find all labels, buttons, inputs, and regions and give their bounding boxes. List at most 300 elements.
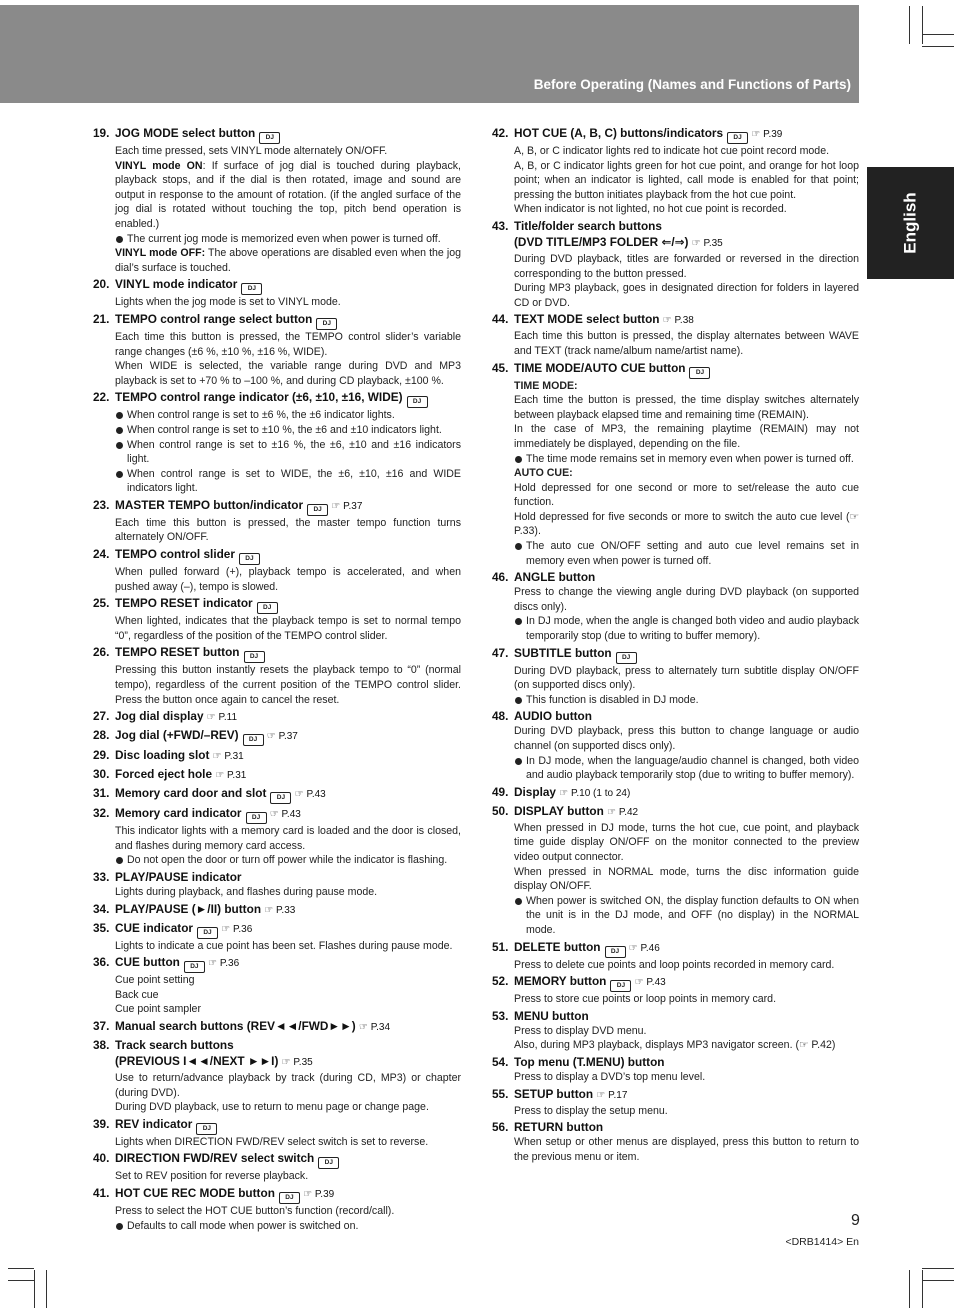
crop-mark — [922, 46, 954, 47]
list-item — [93, 954, 461, 1017]
crop-mark — [909, 1270, 910, 1308]
description-paragraph — [115, 1169, 461, 1184]
paragraph-text: Press to delete cue points and loop points recorded in memory card. — [514, 958, 835, 971]
description-paragraph — [514, 664, 859, 693]
crop-mark — [34, 1270, 35, 1308]
item-number: 33. — [93, 870, 110, 884]
description-paragraph — [115, 885, 461, 900]
item-number: 19. — [93, 126, 110, 140]
page-reference: ☞ P.46 — [628, 942, 660, 954]
list-item — [93, 1037, 461, 1115]
item-title — [492, 708, 859, 724]
item-number: 43. — [492, 218, 509, 233]
description-paragraph — [115, 1204, 461, 1219]
list-item — [93, 805, 461, 868]
description-paragraph — [514, 422, 859, 451]
paragraph-text: When pulled forward (+), playback tempo is accelerated, and when pushed away (–), tempo is slowed. — [115, 566, 461, 593]
item-title-text: MENU button — [514, 1008, 589, 1023]
description-paragraph — [514, 1038, 859, 1053]
description-paragraph — [115, 246, 461, 275]
item-title — [93, 747, 461, 765]
item-title — [492, 645, 859, 664]
description-paragraph — [115, 1100, 461, 1115]
page-reference: ☞ P.42 — [607, 806, 639, 818]
item-title — [492, 939, 859, 958]
item-title-text: PLAY/PAUSE indicator — [115, 870, 242, 884]
item-number: 47. — [492, 645, 509, 660]
item-description — [115, 939, 461, 954]
dj-mode-icon: DJ — [610, 980, 631, 992]
description-paragraph — [514, 159, 859, 203]
paragraph-text: Cue point sampler — [115, 1003, 201, 1016]
item-description — [115, 1169, 461, 1184]
bullet-note: Defaults to call mode when power is switched on. — [115, 1219, 461, 1234]
item-title-continued — [93, 1053, 461, 1071]
section-title: Before Operating (Names and Functions of Parts) — [533, 77, 851, 92]
item-number: 28. — [93, 728, 110, 743]
bullet-note: The current jog mode is memorized even when power is turned off. — [115, 232, 461, 247]
item-title — [492, 784, 859, 802]
list-item — [93, 1116, 461, 1150]
item-title-text: DELETE button — [514, 939, 601, 954]
paragraph-text: Each time this button is pressed, the TEMPO control slider’s variable range changes (±6 %, ±10 %, ±16 %, WIDE). — [115, 330, 461, 358]
item-description — [115, 614, 461, 643]
bullet-note: When power is switched ON, the display function defaults to ON when the unit is in the DJ mode, and OFF (no display) in the NORMAL mode. — [514, 894, 859, 938]
paragraph-text: When pressed in DJ mode, turns the hot cue, cue point, and playback time guide display ON/OFF on the monitor connected to the preview video output connector. — [514, 821, 859, 863]
description-paragraph — [115, 295, 461, 310]
item-title-text: REV indicator — [115, 1116, 193, 1131]
item-title — [93, 869, 461, 885]
description-paragraph — [514, 1104, 859, 1119]
page-reference: ☞ P.37 — [266, 731, 298, 743]
description-paragraph — [514, 865, 859, 894]
item-title — [93, 708, 461, 726]
item-number: 27. — [93, 709, 110, 724]
list-item — [93, 901, 461, 919]
item-number: 49. — [492, 784, 509, 799]
item-description — [514, 664, 859, 708]
item-description — [115, 144, 461, 275]
item-title — [93, 954, 461, 973]
list-item — [93, 497, 461, 545]
item-title-text: Disc loading slot — [115, 748, 210, 763]
list-item — [93, 1185, 461, 1233]
paragraph-text: During MP3 playback, goes in designated direction for folders in layered CD or DVD. — [514, 282, 859, 309]
list-item — [492, 1086, 859, 1119]
item-number: 54. — [492, 1054, 509, 1069]
paragraph-text: Press to display a DVD’s top menu level. — [514, 1070, 706, 1083]
item-number: 42. — [492, 126, 509, 140]
item-title-text: (DVD TITLE/MP3 FOLDER ⇐/⇒) — [514, 234, 689, 249]
item-description — [514, 958, 859, 973]
item-description — [115, 824, 461, 868]
description-paragraph — [514, 144, 859, 159]
crop-mark — [909, 6, 910, 44]
description-paragraph — [115, 1135, 461, 1150]
item-title — [492, 1119, 859, 1135]
item-title — [93, 1185, 461, 1204]
bullet-note: When control range is set to ±16 %, the ±6, ±10 and ±16 indicators light. — [115, 438, 461, 467]
item-number: 40. — [93, 1151, 110, 1166]
dj-mode-icon: DJ — [689, 367, 710, 379]
bullet-note: Do not open the door or turn off power while the indicator is flashing. — [115, 853, 461, 868]
item-title-text: (PREVIOUS I◄◄/NEXT ►►I) — [115, 1053, 279, 1068]
item-title-text: Memory card door and slot — [115, 786, 267, 801]
item-number: 39. — [93, 1116, 110, 1131]
paragraph-text: Use to return/advance playback by track (during CD, MP3) or chapter (during DVD). — [115, 1071, 461, 1099]
item-number: 25. — [93, 596, 110, 611]
dj-mode-icon: DJ — [307, 504, 328, 516]
item-title — [492, 973, 859, 992]
item-title — [93, 1037, 461, 1053]
description-paragraph — [115, 159, 461, 232]
list-item — [492, 645, 859, 708]
header-band — [0, 5, 859, 103]
page-reference: ☞ P.37 — [331, 500, 363, 512]
item-title-text: HOT CUE REC MODE button — [115, 1185, 275, 1200]
paragraph-text: Each time the button is pressed, the time display switches alternately between playback elapsed time and remaining time (REMAIN). — [514, 394, 859, 421]
inline-label: VINYL mode ON — [115, 159, 203, 172]
item-number: 37. — [93, 1018, 110, 1033]
paragraph-text: In the case of MP3, the remaining playtime (REMAIN) may not immediately be displayed, depending on the file. — [514, 423, 859, 450]
list-item — [492, 1008, 859, 1053]
description-paragraph — [514, 281, 859, 310]
crop-mark — [922, 1268, 954, 1269]
crop-mark — [8, 1280, 34, 1281]
paragraph-text: Lights to indicate a cue point has been set. Flashes during pause mode. — [115, 939, 453, 952]
list-item — [492, 803, 859, 938]
list-item — [93, 276, 461, 310]
page-reference: ☞ P.34 — [359, 1021, 391, 1033]
description-paragraph — [514, 724, 859, 753]
item-title-text: MASTER TEMPO button/indicator — [115, 497, 304, 512]
item-description — [514, 379, 859, 569]
item-title-text: TIME MODE/AUTO CUE button — [514, 360, 686, 375]
list-item — [93, 595, 461, 643]
paragraph-text: Press to display DVD menu. — [514, 1024, 647, 1037]
description-paragraph — [514, 252, 859, 281]
item-description — [115, 565, 461, 594]
bullet-note: The auto cue ON/OFF setting and auto cue level remains set in memory even when power is turned off. — [514, 539, 859, 568]
description-paragraph — [514, 1135, 859, 1164]
item-description — [115, 330, 461, 388]
list-item — [492, 973, 859, 1007]
item-title-text: TEXT MODE select button — [514, 312, 660, 327]
bullet-note: In DJ mode, when the angle is changed both video and audio playback temporarily stop (due to writing to buffer memory). — [514, 614, 859, 643]
paragraph-text: Lights when the jog mode is set to VINYL mode. — [115, 296, 341, 309]
item-title — [93, 311, 461, 330]
document-code: <DRB1414> En — [785, 1236, 859, 1248]
description-paragraph — [115, 973, 461, 988]
item-number: 26. — [93, 645, 110, 660]
item-number: 20. — [93, 277, 110, 292]
description-paragraph — [514, 202, 859, 217]
dj-mode-icon: DJ — [241, 283, 262, 295]
dj-mode-icon: DJ — [243, 734, 264, 746]
item-title-continued — [492, 234, 859, 252]
item-number: 41. — [93, 1185, 110, 1200]
item-title — [93, 389, 461, 408]
item-title-text: Jog dial (+FWD/–REV) — [115, 728, 239, 743]
page-reference: ☞ P.43 — [634, 977, 666, 989]
paragraph-text: Set to REV position for reverse playback. — [115, 1170, 309, 1183]
paragraph-text: Each time this button is pressed, the display alternates between WAVE and TEXT (track name/album name/artist name). — [514, 330, 859, 357]
item-title — [492, 1008, 859, 1024]
description-paragraph — [514, 821, 859, 865]
item-number: 29. — [93, 748, 110, 763]
item-title — [93, 901, 461, 919]
paragraph-text: Back cue — [115, 988, 159, 1001]
paragraph-text: Also, during MP3 playback, displays MP3 navigator screen. (☞ P.42) — [514, 1039, 836, 1052]
item-title-text: Track search buttons — [115, 1037, 234, 1052]
item-description — [514, 724, 859, 782]
description-paragraph — [514, 1070, 859, 1085]
item-description — [514, 585, 859, 643]
paragraph-text: Lights during playback, and flashes during pause mode. — [115, 886, 378, 898]
paragraph-text: Press to change the viewing angle during DVD playback (on supported discs only). — [514, 586, 859, 613]
paragraph-text: When lighted, indicates that the playback tempo is set to normal tempo “0”, regardless of the position of the TEMPO control slider. — [115, 615, 461, 642]
item-description — [514, 992, 859, 1007]
item-title-text: CUE indicator — [115, 920, 193, 935]
crop-mark — [46, 1270, 47, 1308]
crop-mark — [8, 1268, 34, 1269]
list-item — [93, 785, 461, 804]
page-reference: ☞ P.39 — [751, 129, 783, 140]
description-paragraph — [115, 988, 461, 1003]
description-paragraph — [514, 992, 859, 1007]
dj-mode-icon: DJ — [318, 1157, 339, 1169]
paragraph-text: Lights when DIRECTION FWD/REV select switch is set to reverse. — [115, 1135, 429, 1148]
dj-mode-icon: DJ — [257, 602, 278, 614]
item-title — [93, 497, 461, 516]
item-number: 38. — [93, 1037, 110, 1052]
paragraph-text: During DVD playback, use to return to menu page or change page. — [115, 1101, 429, 1114]
item-title — [93, 546, 461, 565]
item-number: 44. — [492, 312, 509, 327]
paragraph-text: Hold depressed for one second or more to set/release the auto cue function. — [514, 481, 859, 509]
bullet-note: When control range is set to WIDE, the ±6, ±10, ±16 and WIDE indicators light. — [115, 467, 461, 496]
description-paragraph — [514, 958, 859, 973]
item-title — [93, 644, 461, 663]
crop-mark — [922, 6, 923, 44]
item-title-text: AUDIO button — [514, 709, 592, 724]
inline-label: VINYL mode OFF: — [115, 247, 206, 260]
item-title-text: SETUP button — [514, 1086, 594, 1101]
paragraph-text: Pressing this button instantly resets the playback tempo to “0” (normal tempo), regardless of the current position of the TEMPO control slider. Press the button once again to cancel the reset. — [115, 664, 461, 706]
item-number: 23. — [93, 497, 110, 512]
page-reference: ☞ P.31 — [212, 751, 244, 763]
description-paragraph — [115, 824, 461, 853]
item-title-text: CUE button — [115, 955, 180, 970]
list-item — [93, 546, 461, 594]
paragraph-text: Press to store cue points or loop points in memory card. — [514, 993, 777, 1006]
item-title-text: DISPLAY button — [514, 803, 604, 818]
list-item — [93, 1150, 461, 1184]
item-title-text: TEMPO control range indicator (±6, ±10, ±16, WIDE) — [115, 390, 403, 405]
item-title-text: ANGLE button — [514, 570, 596, 585]
dj-mode-icon: DJ — [196, 1123, 217, 1135]
item-description — [514, 1070, 859, 1085]
page-number: 9 — [851, 1212, 860, 1229]
paragraph-text: A, B, or C indicator lights green for hot cue point, and orange for hot loop point; when an indicator is lighted, call mode is enabled for that point; pressing the button initiates playback from the hot cue point. — [514, 159, 859, 201]
item-number: 51. — [492, 939, 509, 954]
description-paragraph — [514, 481, 859, 510]
list-item — [492, 360, 859, 569]
page-reference: ☞ P.11 — [206, 712, 238, 724]
dj-mode-icon: DJ — [316, 318, 337, 330]
paragraph-text: The above operations are disabled even when the jog dial’s surface is touched. — [115, 247, 462, 274]
paragraph-text: Each time this button is pressed, the master tempo function turns alternately ON/OFF. — [115, 516, 461, 544]
item-title — [492, 360, 859, 379]
page-reference: ☞ P.10 (1 to 24) — [559, 787, 631, 799]
item-title — [93, 1018, 461, 1036]
list-item — [93, 389, 461, 496]
item-title-text: TEMPO RESET button — [115, 645, 240, 660]
item-description — [514, 252, 859, 310]
item-title — [93, 920, 461, 939]
description-paragraph — [115, 565, 461, 594]
item-title — [492, 311, 859, 329]
item-number: 22. — [93, 390, 110, 405]
item-title — [492, 218, 859, 234]
bullet-note: The time mode remains set in memory even when power is turned off. — [514, 452, 859, 467]
list-item — [492, 569, 859, 643]
language-tab — [867, 167, 954, 279]
item-title — [93, 805, 461, 824]
item-description — [115, 885, 461, 900]
item-number: 36. — [93, 955, 110, 970]
sub-heading: AUTO CUE: — [514, 467, 573, 480]
description-paragraph — [115, 359, 461, 388]
list-item — [93, 311, 461, 388]
item-number: 52. — [492, 974, 509, 989]
list-item — [492, 1119, 859, 1164]
description-paragraph — [115, 330, 461, 359]
paragraph-text: Cue point setting — [115, 974, 195, 987]
list-item — [93, 766, 461, 784]
list-item — [93, 708, 461, 726]
item-description — [115, 1204, 461, 1233]
page-reference: ☞ P.31 — [215, 770, 247, 782]
page-reference: ☞ P.33 — [264, 904, 296, 916]
paragraph-text: Press to select the HOT CUE button’s function (record/call). — [115, 1204, 395, 1217]
item-title — [93, 785, 461, 804]
item-title-text: TEMPO RESET indicator — [115, 596, 253, 611]
item-number: 35. — [93, 920, 110, 935]
item-number: 55. — [492, 1086, 509, 1101]
item-title — [93, 1116, 461, 1135]
description-paragraph — [115, 516, 461, 545]
item-number: 21. — [93, 311, 110, 326]
item-title-text: Display — [514, 784, 556, 799]
dj-mode-icon: DJ — [246, 812, 267, 824]
item-description — [115, 295, 461, 310]
item-title-text: Memory card indicator — [115, 806, 242, 821]
paragraph-text: A, B, or C indicator lights red to indicate hot cue point record mode. — [514, 145, 830, 157]
dj-mode-icon: DJ — [407, 396, 428, 408]
dj-mode-icon: DJ — [727, 132, 748, 144]
item-title — [93, 125, 461, 144]
list-item — [492, 311, 859, 358]
sub-heading: TIME MODE: — [514, 379, 578, 392]
crop-mark — [922, 34, 954, 35]
paragraph-text: Press to display the setup menu. — [514, 1104, 668, 1117]
item-description — [514, 144, 859, 217]
item-title-text: Title/folder search buttons — [514, 218, 662, 233]
language-tab-label: English — [900, 192, 920, 254]
list-item — [93, 125, 461, 275]
item-number: 48. — [492, 709, 509, 724]
item-title-text: Forced eject hole — [115, 767, 213, 782]
item-description — [514, 1104, 859, 1119]
item-number: 24. — [93, 547, 110, 562]
item-title-text: Manual search buttons (REV◄◄/FWD►►) — [115, 1018, 356, 1033]
item-title-text: TEMPO control slider — [115, 547, 235, 562]
dj-mode-icon: DJ — [259, 132, 280, 144]
dj-mode-icon: DJ — [184, 961, 205, 973]
dj-mode-icon: DJ — [244, 651, 265, 663]
page-reference: ☞ P.38 — [662, 315, 694, 327]
right-column — [492, 125, 859, 1165]
item-number: 34. — [93, 901, 110, 916]
item-description — [115, 516, 461, 545]
item-title-text: PLAY/PAUSE (►/II) button — [115, 901, 262, 916]
item-title-text: Jog dial display — [115, 709, 204, 724]
bullet-note: When control range is set to ±6 %, the ±6 indicator lights. — [115, 408, 461, 423]
bullet-note: When control range is set to ±10 %, the ±6 and ±10 indicators light. — [115, 423, 461, 438]
paragraph-text: Each time pressed, sets VINYL mode alternately ON/OFF. — [115, 145, 388, 157]
list-item — [93, 747, 461, 765]
item-description — [115, 1071, 461, 1115]
list-item — [93, 1018, 461, 1036]
left-column — [93, 125, 461, 1234]
list-item — [492, 939, 859, 973]
item-title-text: MEMORY button — [514, 974, 607, 989]
list-item — [93, 920, 461, 954]
item-number: 32. — [93, 806, 110, 821]
list-item — [492, 1054, 859, 1085]
page-reference: ☞ P.43 — [294, 789, 326, 801]
description-paragraph — [115, 144, 461, 159]
item-title-text: JOG MODE select button — [115, 126, 256, 140]
item-number: 31. — [93, 786, 110, 801]
description-paragraph — [115, 939, 461, 954]
item-title-text: VINYL mode indicator — [115, 277, 238, 292]
paragraph-text: When WIDE is selected, the variable range during DVD and MP3 playback is set to +70 % to –100 %, and during CD playback, ±100 %. — [115, 360, 461, 387]
paragraph-text: When indicator is not lighted, no hot cue point is recorded. — [514, 203, 787, 216]
item-title-text: Top menu (T.MENU) button — [514, 1054, 665, 1069]
item-title-text: HOT CUE (A, B, C) buttons/indicators — [514, 126, 724, 140]
list-item — [492, 784, 859, 802]
item-title — [492, 1086, 859, 1104]
paragraph-text: During DVD playback, titles are forwarded or reversed in the direction corresponding to the button pressed. — [514, 252, 859, 280]
item-description — [514, 329, 859, 358]
description-paragraph — [514, 510, 859, 539]
page-reference: ☞ P.39 — [303, 1188, 335, 1200]
item-title — [93, 727, 461, 746]
dj-mode-icon: DJ — [616, 652, 637, 664]
item-title — [93, 1150, 461, 1169]
list-item — [93, 869, 461, 900]
bullet-note: This function is disabled in DJ mode. — [514, 693, 859, 708]
item-description — [115, 408, 461, 496]
page-reference: ☞ P.17 — [596, 1089, 628, 1101]
bullet-note: In DJ mode, when the language/audio channel is changed, both video and audio playback temporarily stop (due to writing to buffer memory). — [514, 754, 859, 783]
description-paragraph — [514, 585, 859, 614]
description-paragraph — [514, 1024, 859, 1039]
item-description — [115, 663, 461, 707]
item-number: 30. — [93, 767, 110, 782]
